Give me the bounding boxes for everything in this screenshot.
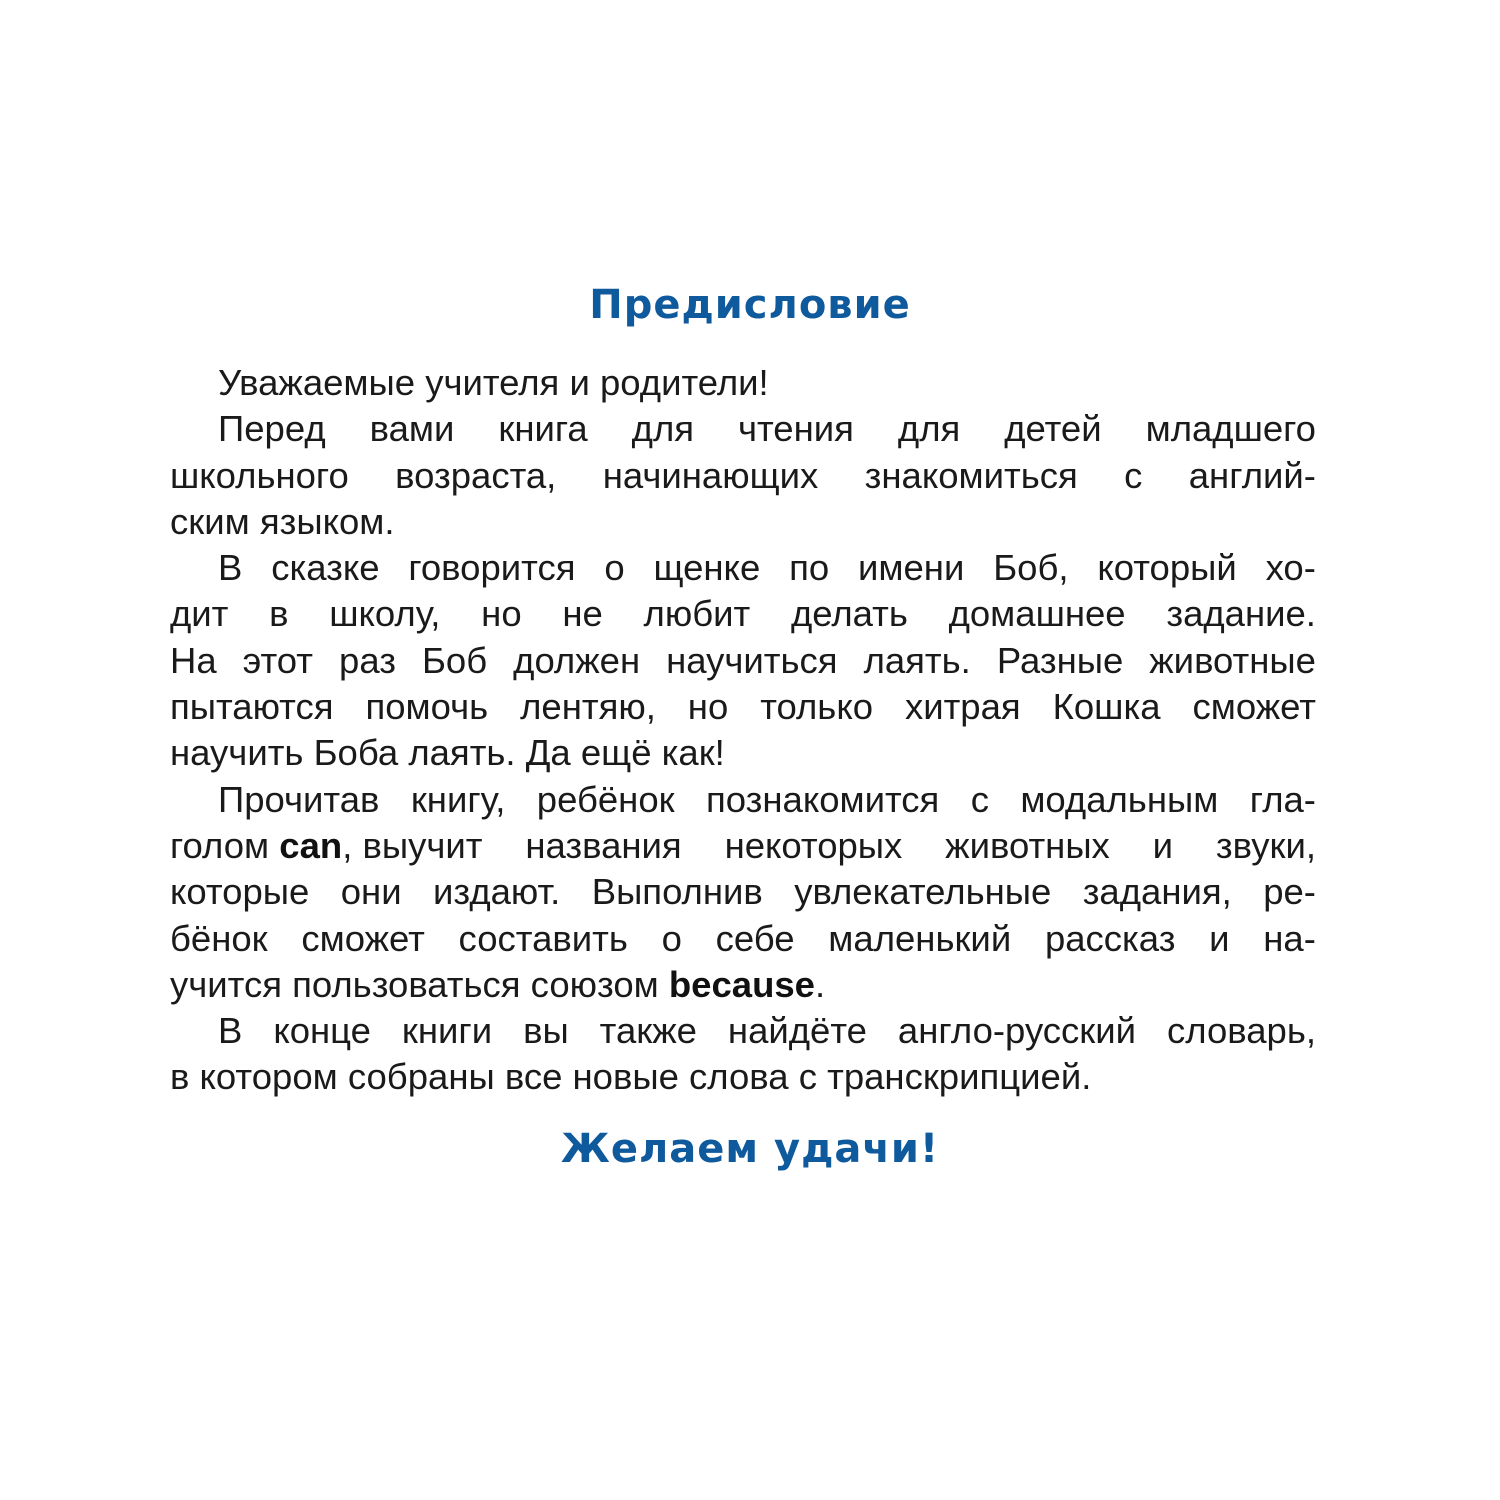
word: также	[599, 1010, 697, 1052]
word: этот	[242, 639, 314, 681]
word: пытаются	[170, 686, 334, 728]
word: составить	[458, 917, 628, 959]
paragraph-3-line-2	[170, 823, 1316, 869]
paragraph-3-line-2-start: голом can, выучит	[170, 824, 483, 866]
word: издают.	[433, 871, 561, 913]
word: они	[340, 871, 402, 913]
word: Боб,	[993, 547, 1069, 589]
word: для	[897, 408, 961, 450]
word: младшего	[1145, 408, 1316, 450]
word: хо-	[1265, 547, 1316, 589]
paragraph-3-line-5: учится пользоваться союзом because.	[170, 963, 826, 1005]
word: о	[661, 917, 682, 959]
word: домашнее	[948, 593, 1126, 635]
word: задание.	[1166, 593, 1316, 635]
keyword-because: because	[668, 963, 815, 1005]
word: детей	[1004, 408, 1102, 450]
paragraph-3-line-4	[170, 916, 1316, 962]
word: животные	[1149, 639, 1316, 681]
preface-body	[170, 360, 1316, 1101]
word: но	[481, 593, 522, 635]
word: В	[218, 1010, 243, 1052]
word: знакомиться	[864, 454, 1078, 496]
word: вы	[523, 1010, 569, 1052]
word: хитрая	[904, 686, 1021, 728]
word: не	[562, 593, 603, 635]
word: сказке	[271, 547, 380, 589]
paragraph-1-line-3: ским языком.	[170, 500, 395, 542]
word: рассказ	[1044, 917, 1176, 959]
word: лентяю,	[520, 686, 656, 728]
word: вами	[369, 408, 455, 450]
word: на-	[1263, 917, 1316, 959]
word: с	[1124, 454, 1143, 496]
paragraph-1-line-1	[170, 406, 1316, 452]
word: Боб	[421, 639, 488, 681]
word: которые	[170, 871, 310, 913]
paragraph-2-line-4	[170, 684, 1316, 730]
paragraph-1-line-2	[170, 453, 1316, 499]
paragraph-2-line-5: научить Боба лаять. Да ещё как!	[170, 732, 725, 774]
paragraph-2-line-2	[170, 591, 1316, 637]
paragraph-3-line-2-first-after: , выучит	[342, 824, 483, 866]
word: но	[687, 686, 729, 728]
word: Выполнив	[591, 871, 763, 913]
word: Кошка	[1052, 686, 1161, 728]
word: по	[789, 547, 830, 589]
word: некоторых	[724, 824, 903, 866]
word: только	[760, 686, 874, 728]
word: задания,	[1082, 871, 1232, 913]
word: научиться	[666, 639, 838, 681]
paragraph-4-line-1	[170, 1008, 1316, 1054]
word: который	[1097, 547, 1237, 589]
word: себе	[715, 917, 795, 959]
word: модальным	[1020, 778, 1219, 820]
word: сможет	[1192, 686, 1316, 728]
word: ре-	[1263, 871, 1316, 913]
word: бёнок	[170, 917, 268, 959]
word: помочь	[365, 686, 489, 728]
word: англий-	[1188, 454, 1316, 496]
word: увлекательные	[794, 871, 1052, 913]
paragraph-4-line-2: в котором собраны все новые слова с транскрипцией.	[170, 1056, 1092, 1098]
word: раз	[339, 639, 396, 681]
word: говорится	[408, 547, 576, 589]
word: в	[269, 593, 289, 635]
word: любит	[643, 593, 751, 635]
word: и	[1152, 824, 1174, 866]
word: познакомится	[705, 778, 940, 820]
word: щенке	[653, 547, 761, 589]
keyword-can: can	[279, 824, 343, 866]
word: конце	[273, 1010, 371, 1052]
greeting-line: Уважаемые учителя и родители!	[218, 362, 769, 403]
word: словарь,	[1166, 1010, 1316, 1052]
word: и	[1209, 917, 1230, 959]
word: В	[218, 547, 243, 589]
paragraph-3-line-1	[170, 777, 1316, 823]
word: дит	[170, 593, 229, 635]
word: англо-русский	[897, 1010, 1137, 1052]
word: должен	[513, 639, 641, 681]
word: книги	[401, 1010, 493, 1052]
word: Перед	[218, 408, 326, 450]
word: лаять.	[863, 639, 971, 681]
word: начинающих	[602, 454, 819, 496]
word: найдёте	[727, 1010, 867, 1052]
word: маленький	[828, 917, 1012, 959]
word: книга	[498, 408, 588, 450]
closing-wish: Желаем удачи!	[560, 1126, 940, 1172]
word: гла-	[1249, 778, 1316, 820]
word: чтения	[737, 408, 854, 450]
word: ребёнок	[536, 778, 675, 820]
paragraph-2-line-1	[170, 545, 1316, 591]
word: о	[604, 547, 625, 589]
word: книгу,	[410, 778, 506, 820]
paragraph-2-line-3	[170, 638, 1316, 684]
word: для	[631, 408, 695, 450]
word: Прочитав	[218, 778, 380, 820]
word: школьного	[170, 454, 349, 496]
word: возраста,	[395, 454, 557, 496]
page-heading: Предисловие	[589, 282, 911, 328]
word: сможет	[301, 917, 425, 959]
word: На	[170, 639, 217, 681]
paragraph-3-line-3	[170, 869, 1316, 915]
word: звуки,	[1215, 824, 1316, 866]
word: имени	[858, 547, 965, 589]
word: названия	[525, 824, 682, 866]
word: с	[970, 778, 989, 820]
word: животных	[945, 824, 1110, 866]
word: делать	[790, 593, 908, 635]
word: школу,	[329, 593, 441, 635]
word: Разные	[996, 639, 1124, 681]
